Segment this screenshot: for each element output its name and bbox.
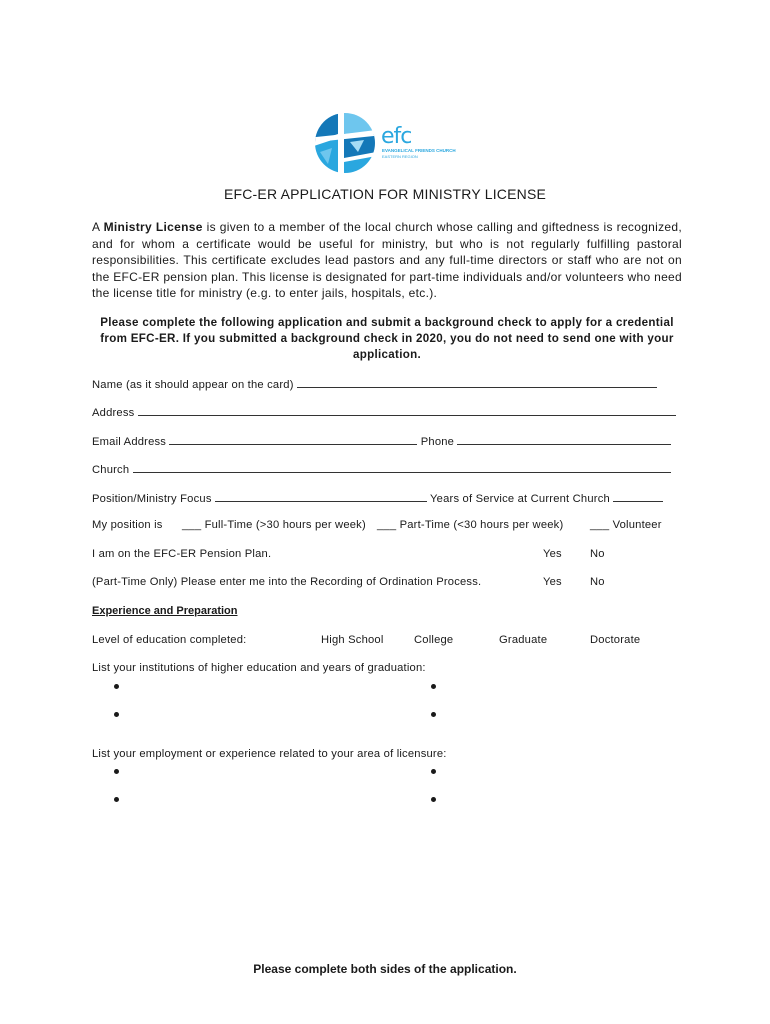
employment-bullet[interactable] — [114, 797, 119, 802]
years-label: Years of Service at Current Church — [430, 493, 610, 505]
efc-logo — [314, 112, 464, 176]
logo-org-name: EVANGELICAL FRIENDS CHURCH — [382, 148, 456, 153]
pension-yes[interactable]: Yes — [543, 548, 562, 560]
page-title: EFC-ER APPLICATION FOR MINISTRY LICENSE — [223, 186, 547, 202]
institutions-label: List your institutions of higher education and years of graduation: — [92, 662, 426, 674]
institution-bullet[interactable] — [114, 684, 119, 689]
pension-question: I am on the EFC-ER Pension Plan. — [92, 548, 272, 560]
church-label: Church — [92, 464, 130, 476]
my-position-label: My position is — [92, 519, 163, 531]
education-doctorate[interactable]: Doctorate — [590, 634, 641, 646]
efc-cross-logo-icon — [314, 112, 376, 174]
employment-bullet[interactable] — [431, 797, 436, 802]
institution-bullet[interactable] — [431, 684, 436, 689]
ordination-yes[interactable]: Yes — [543, 576, 562, 588]
logo-wordmark: efc — [381, 124, 412, 149]
intro-paragraph — [92, 219, 682, 302]
footer-note: Please complete both sides of the application. — [253, 962, 517, 976]
education-graduate[interactable]: Graduate — [499, 634, 548, 646]
address-row — [92, 405, 676, 419]
email-label: Email Address — [92, 436, 167, 448]
pension-no[interactable]: No — [590, 548, 605, 560]
address-label: Address — [92, 407, 135, 419]
intro-prefix: A — [92, 220, 104, 234]
ministry-license-term: Ministry License — [103, 220, 203, 234]
institution-bullet[interactable] — [114, 712, 119, 717]
name-label: Name (as it should appear on the card) — [92, 379, 294, 391]
name-field[interactable] — [297, 377, 657, 388]
education-high-school[interactable]: High School — [321, 634, 384, 646]
church-row — [92, 462, 671, 476]
church-field[interactable] — [133, 462, 671, 473]
email-field[interactable] — [169, 434, 417, 445]
education-label: Level of education completed: — [92, 634, 247, 646]
position-label: Position/Ministry Focus — [92, 493, 212, 505]
volunteer-option[interactable]: ___ Volunteer — [590, 519, 662, 531]
part-time-option[interactable]: ___ Part-Time (<30 hours per week) — [377, 519, 564, 531]
employment-bullet[interactable] — [431, 769, 436, 774]
employment-label: List your employment or experience related to your area of licensure: — [92, 748, 447, 760]
position-field[interactable] — [215, 491, 427, 502]
logo-region: EASTERN REGION — [382, 154, 418, 159]
address-field[interactable] — [138, 405, 676, 416]
ordination-question: (Part-Time Only) Please enter me into the Recording of Ordination Process. — [92, 576, 482, 588]
employment-bullet[interactable] — [114, 769, 119, 774]
phone-label: Phone — [420, 436, 455, 448]
ordination-no[interactable]: No — [590, 576, 605, 588]
position-row — [92, 491, 663, 505]
experience-heading: Experience and Preparation — [92, 605, 238, 617]
name-row — [92, 377, 657, 391]
instructions: Please complete the following application and submit a background check to apply for a credential from EFC-ER. If you submitted a background check in 2020, you do not need to send one with your application. — [100, 316, 674, 362]
intro-body: is given to a member of the local church whose calling and giftedness is recognized, and for whom a certificate would be useful for ministry, but who is not regularly fulfilling pastoral responsibilities. This certificate excludes lead pastors and any full-time directors or staff who are not on the EFC-ER pension plan. This license is designated for part-time individuals and/or volunteers who need the license title for ministry (e.g. to enter jails, hospitals, etc.). — [92, 220, 682, 300]
years-field[interactable] — [613, 491, 663, 502]
institution-bullet[interactable] — [431, 712, 436, 717]
email-phone-row — [92, 434, 671, 448]
phone-field[interactable] — [457, 434, 671, 445]
education-college[interactable]: College — [414, 634, 454, 646]
full-time-option[interactable]: ___ Full-Time (>30 hours per week) — [182, 519, 366, 531]
